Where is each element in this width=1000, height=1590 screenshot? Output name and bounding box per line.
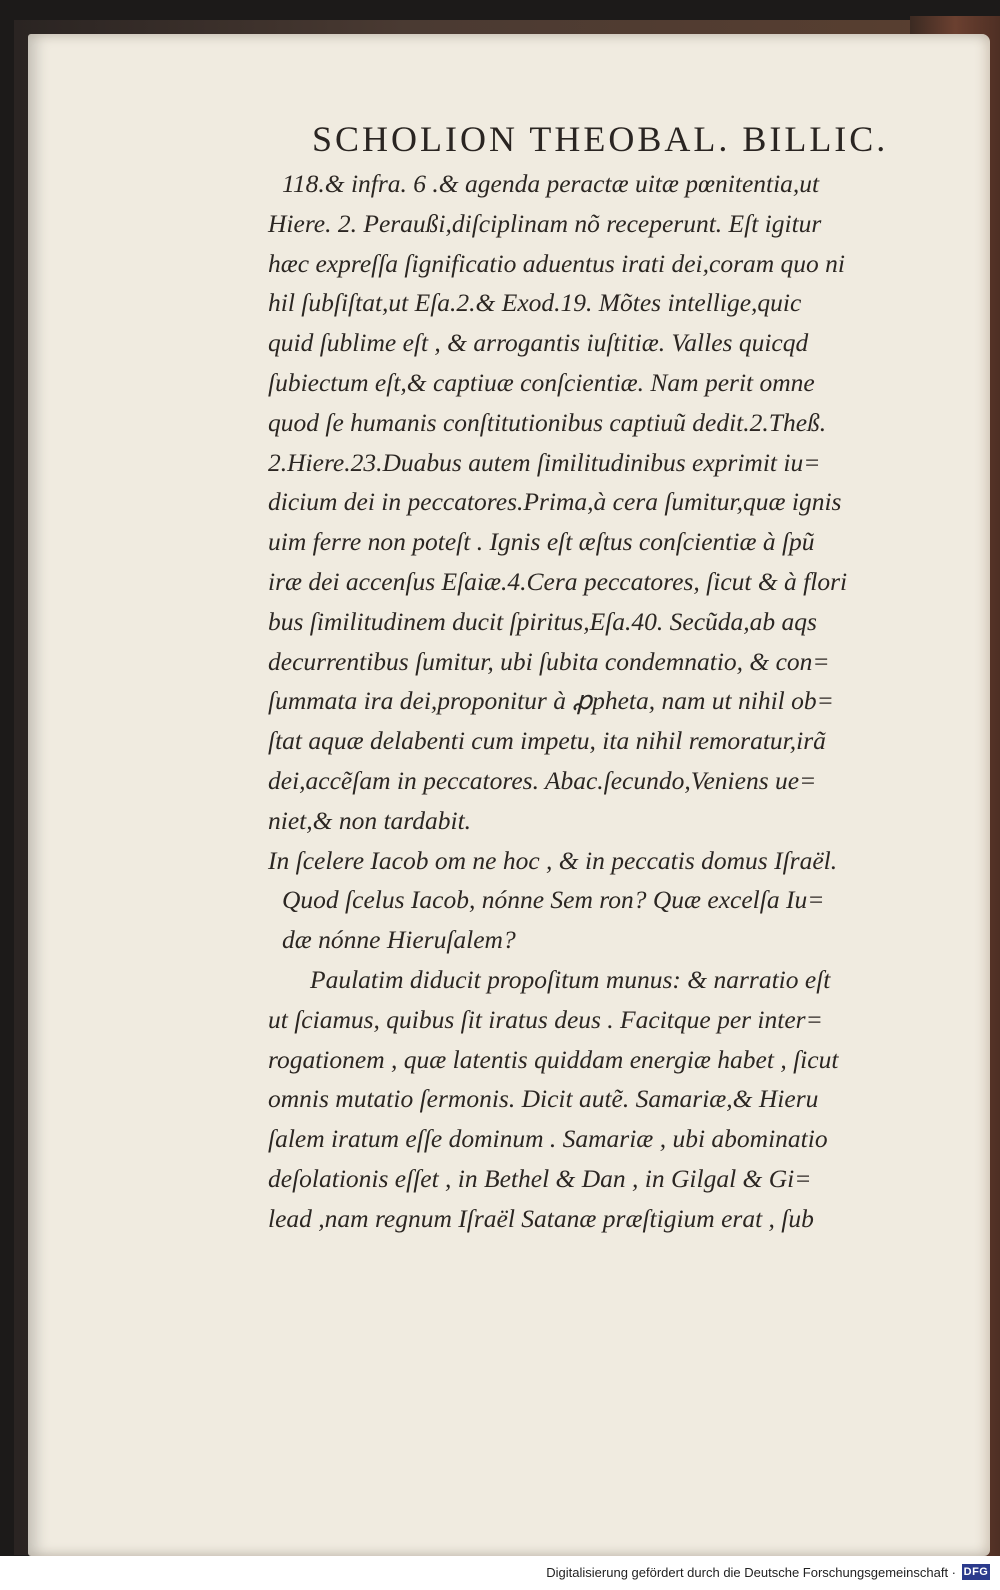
text-line: hæc expreſſa ſignificatio aduentus irati dei,coram quo ni — [268, 248, 845, 278]
text-line: ſummata ira dei,proponitur à ꝓpheta, nam ut nihil ob= — [268, 686, 834, 716]
text-line: deſolationis eſſet , in Bethel & Dan , in Gilgal & Gi= — [268, 1163, 812, 1193]
text-line: omnis mutatio ſermonis. Dicit autẽ. Samariæ,& Hieru — [268, 1084, 819, 1114]
text-line: ut ſciamus, quibus ſit iratus deus . Facitque per inter= — [268, 1004, 823, 1034]
running-head: SCHOLION THEOBAL. BILLIC. — [312, 119, 889, 159]
text-line: quod ſe humanis conſtitutionibus captiuũ dedit.2.Theß. — [268, 407, 827, 437]
text-line: Hiere. 2. Peraußi,diſciplinam nõ receperunt. Eſt igitur — [268, 208, 822, 238]
dfg-logo: DFG — [963, 1566, 989, 1578]
lemma-line: Quod ſcelus Iacob, nónne Sem ron? Quæ excelſa Iu= — [282, 885, 825, 915]
body-text — [268, 164, 936, 1239]
text-line: Paulatim diducit propoſitum munus: & narratio eſt — [310, 964, 831, 994]
text-line: ſtat aquæ delabenti cum impetu, ita nihil remoratur,irã — [268, 726, 826, 756]
footer-bar — [0, 1556, 1000, 1590]
text-line: ſalem iratum eſſe dominum . Samariæ , ubi abominatio — [268, 1124, 828, 1154]
text-line: lead ,nam regnum Iſraël Satanæ præſtigium erat , ſub — [268, 1203, 814, 1233]
text-line: dicium dei in peccatores.Prima,à cera ſumitur,quæ ignis — [268, 487, 842, 517]
text-line: 118.& infra. 6 .& agenda peractæ uitæ pœnitentia,ut — [282, 169, 820, 198]
text-line: quid ſublime eſt , & arrogantis iuſtitiæ. Valles quicqd — [268, 328, 809, 358]
text-line: iræ dei accenſus Eſaiæ.4.Cera peccatores, ſicut & à flori — [268, 566, 848, 596]
funding-credit: Digitalisierung gefördert durch die Deutsche Forschungsgemeinschaft · — [546, 1565, 956, 1580]
text-line: niet,& non tardabit. — [268, 805, 472, 835]
text-line: ſubiectum eſt,& captiuæ conſcientiæ. Nam perit omne — [268, 367, 815, 397]
text-line: uim ferre non poteſt . Ignis eſt æſtus conſcientiæ à ſpũ — [268, 527, 815, 557]
text-line: dei,accẽſam in peccatores. Abac.ſecundo,Veniens ue= — [268, 765, 817, 795]
text-line: bus ſimilitudinem ducit ſpiritus,Eſa.40. Secũda,ab aqs — [268, 606, 817, 636]
text-line: hil ſubſiſtat,ut Eſa.2.& Exod.19. Mõtes intellige,quic — [268, 288, 802, 318]
text-line: rogationem , quæ latentis quiddam energiæ habet , ſicut — [268, 1044, 839, 1074]
text-line: 2.Hiere.23.Duabus autem ſimilitudinibus exprimit iu= — [268, 447, 821, 477]
lemma-line: dæ nónne Hieruſalem? — [282, 925, 516, 955]
lemma-line: In ſcelere Iacob om ne hoc , & in peccatis domus Iſraël. — [268, 845, 838, 875]
text-line: decurrentibus ſumitur, ubi ſubita condemnatio, & con= — [268, 646, 830, 676]
